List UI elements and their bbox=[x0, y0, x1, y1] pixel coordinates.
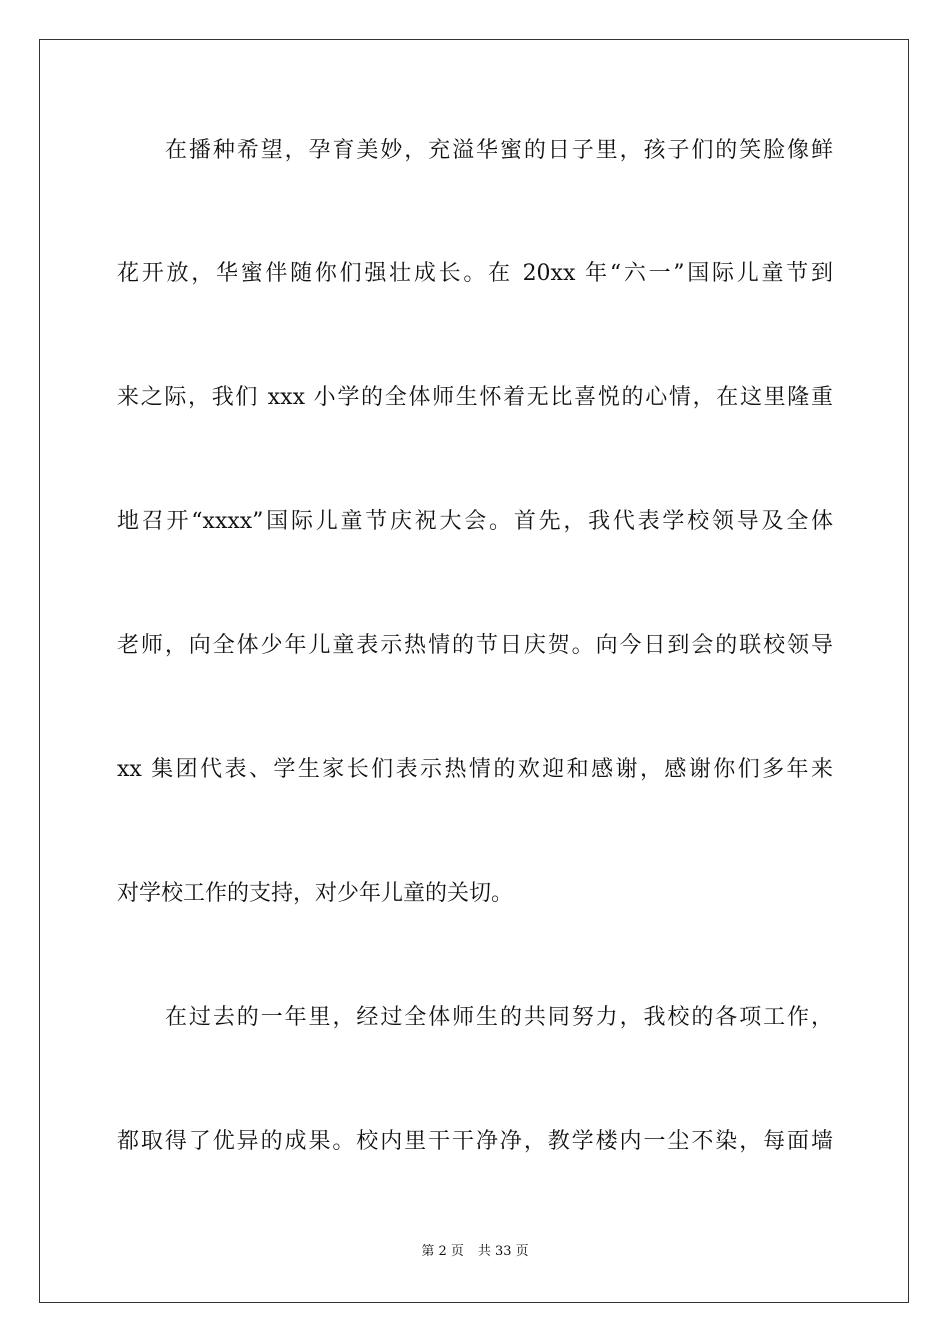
paragraph-line: 老师，向全体少年儿童表示热情的节日庆贺。向今日到会的联校领导 bbox=[117, 633, 833, 658]
paragraph-line: 花开放，华蜜伴随你们强壮成长。在 20xx 年“六一”国际儿童节到 bbox=[117, 261, 833, 286]
paragraph-line: xx 集团代表、学生家长们表示热情的欢迎和感谢，感谢你们多年来 bbox=[117, 757, 833, 782]
paragraph-line: 来之际，我们 xxx 小学的全体师生怀着无比喜悦的心情，在这里隆重 bbox=[117, 385, 833, 410]
page-number: 第 2 页 bbox=[421, 1244, 464, 1259]
paragraph-line: 对学校工作的支持，对少年儿童的关切。 bbox=[117, 881, 514, 906]
paragraph-line: 地召开“xxxx”国际儿童节庆祝大会。首先，我代表学校领导及全体 bbox=[117, 509, 833, 534]
page-footer bbox=[0, 1243, 950, 1261]
paragraph-line: 在播种希望，孕育美妙，充溢华蜜的日子里，孩子们的笑脸像鲜 bbox=[165, 138, 833, 163]
paragraph-line: 都取得了优异的成果。校内里干干净净，教学楼内一尘不染，每面墙 bbox=[117, 1129, 833, 1154]
total-pages: 共 33 页 bbox=[477, 1244, 529, 1259]
paragraph-line: 在过去的一年里，经过全体师生的共同努力，我校的各项工作， bbox=[165, 1005, 833, 1030]
page-border bbox=[39, 39, 909, 1303]
